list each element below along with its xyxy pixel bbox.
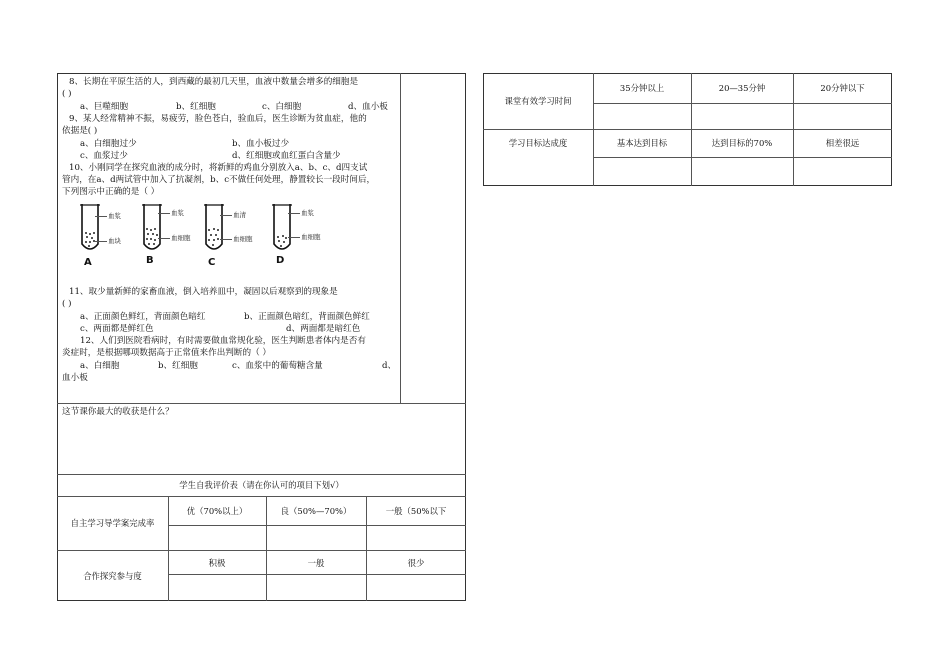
question-block-bottom-rule <box>57 403 466 404</box>
question-10-text-cont2: 下列图示中正确的是（ ） <box>62 187 160 197</box>
question-12-option-a: a、白细胞 <box>80 361 120 371</box>
tube-a-upper-leader <box>95 216 107 217</box>
question-12-option-d: d、 <box>382 361 397 371</box>
question-8-option-a: a、巨噬细胞 <box>80 102 129 112</box>
self-eval-row2-option-2: 一般 <box>307 558 325 568</box>
tube-c-letter: C <box>208 257 216 268</box>
self-eval-row-separator <box>57 550 466 551</box>
right-table-row1-mid-rule <box>593 103 892 104</box>
question-8-answer-blank: ( ) <box>62 89 72 99</box>
question-11-option-c: c、两面都是鲜红色 <box>80 324 154 334</box>
tube-a-upper-label: 血浆 <box>108 212 121 220</box>
harvest-bottom-rule <box>57 474 466 475</box>
test-tube-figure <box>62 200 352 270</box>
tube-c-upper-leader <box>220 215 232 216</box>
question-9-text: 9、某人经常精神不振，易疲劳，脸色苍白，验血后，医生诊断为贫血症，他的 <box>69 114 367 124</box>
question-9-option-d: d、红细胞或血红蛋白含量少 <box>232 151 341 161</box>
self-eval-row1-option-3: 一般（50%以下 <box>385 506 447 516</box>
tube-b-upper-leader <box>158 213 170 214</box>
right-table-row1-option-2: 20—35分钟 <box>718 83 766 93</box>
right-table-row2-option-3: 相差很远 <box>825 138 860 148</box>
question-11-answer-blank: ( ) <box>62 299 72 309</box>
test-tube-d-icon <box>272 204 292 254</box>
self-eval-row2-mid-rule <box>168 574 466 575</box>
self-eval-row1-mid-rule <box>168 525 466 526</box>
tube-d-upper-label: 血浆 <box>301 209 314 217</box>
question-12-text: 12、人们到医院看病时，有时需要做血常规化验，医生判断患者体内是否有 <box>80 336 366 346</box>
tube-a-lower-leader <box>95 241 107 242</box>
self-eval-row1-label: 自主学习导学案完成率 <box>70 518 155 528</box>
self-eval-title: 学生自我评价表（请在你认可的项目下划√） <box>179 480 344 490</box>
right-table-row2-option-1: 基本达到目标 <box>616 138 668 148</box>
tube-b-lower-label: 血细胞 <box>171 234 191 242</box>
question-11-option-a: a、正面颜色鲜红，背面颜色暗红 <box>80 312 206 322</box>
right-table-row1-option-3: 20分钟以下 <box>820 83 865 93</box>
question-10-text: 10、小刚同学在探究血液的成分时，将新鲜的鸡血分别放入a、b、c、d四支试 <box>69 163 368 173</box>
tube-b-letter: B <box>146 255 154 266</box>
tube-d-lower-leader <box>288 237 300 238</box>
question-8-option-d: d、血小板 <box>348 102 388 112</box>
tube-d-lower-label: 血细胞 <box>301 233 321 241</box>
tube-a-lower-label: 血块 <box>108 237 121 245</box>
right-table-row2-label: 学习目标达成度 <box>508 138 568 148</box>
test-tube-c-icon <box>204 204 224 254</box>
question-9-option-c: c、血浆过少 <box>80 151 128 161</box>
right-table-row2-mid-rule <box>593 157 892 158</box>
question-block-right-divider <box>400 73 401 403</box>
tube-c-lower-leader <box>220 239 232 240</box>
question-10-text-cont: 管内，在a、d两试管中加入了抗凝剂，b、c不做任何处理，静置较长一段时间后， <box>62 175 376 185</box>
question-12-option-d-text: 血小板 <box>62 373 88 383</box>
right-table-row2-option-2: 达到目标的70% <box>711 138 773 148</box>
tube-b-upper-label: 血浆 <box>171 209 184 217</box>
self-eval-row2-option-1: 积极 <box>208 558 226 568</box>
question-9-option-a: a、白细胞过少 <box>80 139 137 149</box>
question-8-option-c: c、白细胞 <box>262 102 302 112</box>
question-12-option-b: b、红细胞 <box>158 361 198 371</box>
tube-c-upper-label: 血清 <box>233 211 246 219</box>
tube-d-upper-leader <box>288 213 300 214</box>
self-eval-row2-label: 合作探究参与度 <box>83 571 142 581</box>
self-eval-row1-option-2: 良（50%—70%） <box>280 506 352 516</box>
self-eval-row1-option-1: 优（70%以上） <box>186 506 248 516</box>
harvest-prompt: 这节课你最大的收获是什么？ <box>62 407 174 417</box>
self-eval-row2-option-3: 很少 <box>407 558 425 568</box>
question-9-option-b: b、血小板过少 <box>232 139 290 149</box>
question-11-text: 11、取少量新鲜的家畜血液，倒入培养皿中，凝固以后观察到的现象是 <box>69 287 338 297</box>
question-11-option-b: b、正面颜色暗红，背面颜色鲜红 <box>244 312 370 322</box>
question-11-option-d: d、两面都是暗红色 <box>286 324 361 334</box>
test-tube-b-icon <box>142 204 162 254</box>
tube-a-letter: A <box>84 257 92 268</box>
question-12-text-cont: 炎症时，是根据哪项数据高于正常值来作出判断的（ ） <box>62 348 271 358</box>
test-tube-a-icon <box>80 204 100 254</box>
question-12-option-c: c、血浆中的葡萄糖含量 <box>232 361 323 371</box>
tube-d-letter: D <box>276 255 285 266</box>
question-8-text: 8、长期在平原生活的人，到西藏的最初几天里，血液中数量会增多的细胞是 <box>69 77 359 87</box>
self-eval-title-rule <box>57 496 466 497</box>
tube-b-lower-leader <box>158 238 170 239</box>
right-table-row1-option-1: 35分钟以上 <box>619 83 665 93</box>
question-8-option-b: b、红细胞 <box>176 102 216 112</box>
tube-c-lower-label: 血细胞 <box>233 235 253 243</box>
question-9-text-cont: 依据是( ) <box>62 126 98 136</box>
right-table-row-separator <box>483 129 892 130</box>
right-table-row1-label: 课堂有效学习时间 <box>504 96 572 106</box>
